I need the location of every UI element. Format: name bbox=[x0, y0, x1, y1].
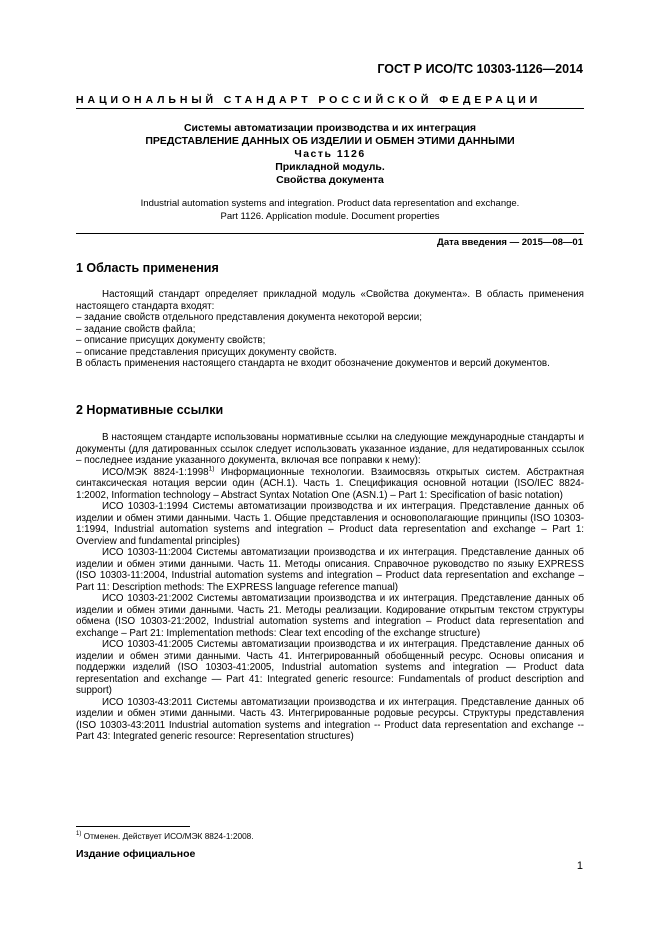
title-line-2: ПРЕДСТАВЛЕНИЕ ДАННЫХ ОБ ИЗДЕЛИИ И ОБМЕН ЭТИМИ ДАННЫМИ bbox=[145, 135, 515, 147]
list-item: – описание присущих документу свойств; bbox=[76, 335, 266, 346]
reference-code: ИСО/МЭК 8824-1:1998 bbox=[102, 466, 209, 478]
title-line-1: Системы автоматизации производства и их интеграция bbox=[183, 122, 477, 134]
reference-item: ИСО 10303-1:1994 Системы автоматизации производства и их интеграция. Представление данных об изделии и обмен этими данными. Часть 1. Общие представления и основополагающие принципы (ISO 10303-1:1994, Industrial automation systems and integration – Product data representation and exchange – Part 1: Overview and fundamental principles) bbox=[76, 501, 584, 547]
title-line-4: Прикладной модуль. bbox=[275, 161, 385, 173]
list-item: – задание свойств файла; bbox=[76, 323, 196, 335]
title-line-5: Свойства документа bbox=[276, 174, 384, 186]
english-title-line-1: Industrial automation systems and integration. Product data representation and exchange. bbox=[140, 198, 520, 209]
reference-item: ИСО 10303-21:2002 Системы автоматизации производства и их интеграция. Представление данных об изделии и обмен этими данными. Часть 21. Методы реализации. Кодирование открытым текстом структуры обмена (ISO 10303-21:2002, Industrial automation systems and integration – Product data representation and exchange – Part 21: Implementation methods: Clear text encoding of the exchange structure) bbox=[76, 593, 584, 639]
national-standard-banner: НАЦИОНАЛЬНЫЙ СТАНДАРТ РОССИЙСКОЙ ФЕДЕРАЦИИ bbox=[76, 94, 542, 106]
introduction-date: Дата введения — 2015—08—01 bbox=[437, 237, 583, 248]
section-1-heading: 1 Область применения bbox=[76, 261, 219, 275]
official-edition-label: Издание официальное bbox=[76, 848, 196, 860]
footnote-mark: 1) bbox=[76, 831, 82, 838]
footnote-rule bbox=[76, 826, 190, 827]
section-2-body bbox=[76, 432, 584, 743]
page-number: 1 bbox=[576, 860, 583, 872]
english-title-line-2: Part 1126. Application module. Document properties bbox=[220, 210, 440, 222]
section-1-paragraph: Настоящий стандарт определяет прикладной модуль «Свойства документа». В область применения настоящего стандарта входят: bbox=[76, 289, 584, 312]
section-2-heading: 2 Нормативные ссылки bbox=[76, 403, 224, 417]
footnote-text: Отменен. Действует ИСО/МЭК 8824-1:2008. bbox=[81, 831, 254, 841]
english-title bbox=[76, 198, 584, 223]
reference-item: ИСО 10303-43:2011 Системы автоматизации производства и их интеграция. Представление данных об изделии и обмен этими данными. Часть 43. Интегрированные родовые ресурсы. Структуры представления (ISO 10303-43:2011 Industrial automation systems and integration -- Product data representation and exchange -- Part 43: Integrated generic resource: Representation structures) bbox=[76, 696, 584, 742]
reference-text: Информационные технологии. Взаимосвязь открытых систем. Абстрактная синтаксическая нотация версии один (АСН.1). Часть 1. Спецификация основной нотации (ISO/IEC 8824-1:2002, Information technology – Abstract Syntax Notation One (ASN.1) – Part 1: Specification of basic notation) bbox=[76, 466, 584, 501]
title-part: Часть 1126 bbox=[294, 148, 366, 160]
title-block bbox=[76, 122, 584, 187]
footnote-ref: 1) bbox=[208, 465, 215, 473]
list-item: – задание свойств отдельного представления документа некоторой версии; bbox=[76, 312, 422, 323]
header-rule bbox=[76, 108, 584, 109]
section-1-exclusion: В область применения настоящего стандарта не входит обозначение документов и версий документов. bbox=[76, 358, 550, 369]
section-1-body bbox=[76, 289, 584, 370]
date-rule bbox=[76, 233, 584, 234]
reference-item bbox=[76, 467, 584, 502]
list-item: – описание представления присущих документу свойств. bbox=[76, 346, 337, 358]
reference-item: ИСО 10303-11:2004 Системы автоматизации производства и их интеграция. Представление данных об изделии и обмен этими данными. Часть 11. Методы описания. Справочное руководство по языку EXPRESS (ISO 10303-11:2004, Industrial automation systems and integration – Product data representation and exchange – Part 11: Description methods: The EXPRESS language reference manual) bbox=[76, 547, 584, 593]
footnote bbox=[76, 831, 254, 841]
section-2-intro: В настоящем стандарте использованы нормативные ссылки на следующие международные стандарты и документы (для датированных ссылок следует использовать указанное издание, для недатированных ссылок – последнее издание указанного документа, включая все поправки к нему): bbox=[76, 432, 584, 466]
reference-item: ИСО 10303-41:2005 Системы автоматизации производства и их интеграция. Представление данных об изделии и обмен этими данными. Часть 41. Интегрированный обобщенный ресурс. Основы описания и поддержки изделий (ISO 10303-41:2005, Industrial automation systems and integration — Product data representation and exchange — Part 41: Integrated generic resource: Fundamentals of product description and support) bbox=[76, 639, 584, 696]
standard-code: ГОСТ Р ИСО/ТС 10303-1126—2014 bbox=[377, 62, 583, 76]
